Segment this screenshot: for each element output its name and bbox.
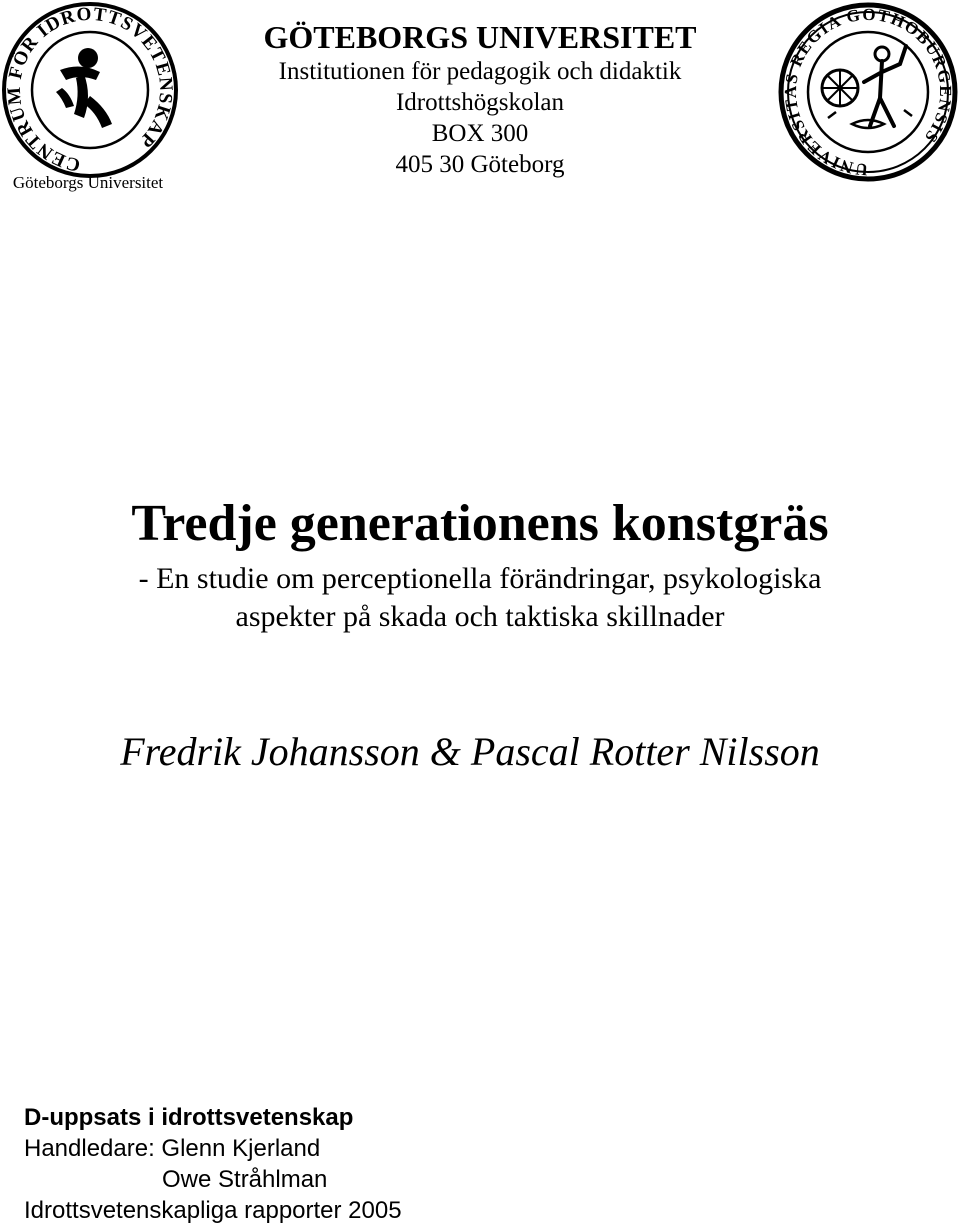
school-name: Idrottshögskolan (395, 89, 565, 116)
title-block (0, 492, 960, 636)
university-seal (778, 2, 958, 182)
university-name: GÖTEBORGS UNIVERSITET (263, 19, 697, 55)
thesis-title: Tredje generationens konstgräs (131, 495, 829, 552)
logo-caption: Göteborgs Universitet (12, 173, 164, 192)
box-address: BOX 300 (431, 120, 529, 147)
thesis-subtitle-line-1: - En studie om perceptionella förändringar, psykologiska (138, 562, 822, 595)
thesis-subtitle-line-2: aspekter på skada och taktiska skillnader (235, 600, 725, 633)
thesis-type: D-uppsats i idrottsvetenskap (24, 1104, 354, 1131)
logo-ring-text: CENTRUM FÖR IDROTTSVETENSKAP (3, 3, 177, 176)
report-series: Idrottsvetenskapliga rapporter 2005 (24, 1197, 402, 1224)
supervisor-line: Handledare: Glenn Kjerland (24, 1135, 321, 1162)
svg-text:CENTRUM FÖR IDROTTSVETENSKAP (4, 4, 177, 176)
thesis-info (24, 1102, 624, 1226)
seal-ring-text: UNIVERSITAS REGIA GOTHOBURGENSIS (780, 4, 956, 180)
letterhead (180, 18, 780, 180)
department-name: Institutionen för pedagogik och didaktik (278, 58, 682, 85)
postal-address: 405 30 Göteborg (395, 151, 565, 178)
centrum-idrottsvetenskap-logo (0, 0, 180, 195)
second-supervisor: Owe Stråhlman (162, 1166, 328, 1193)
authors: Fredrik Johansson & Pascal Rotter Nilsson (120, 729, 820, 774)
